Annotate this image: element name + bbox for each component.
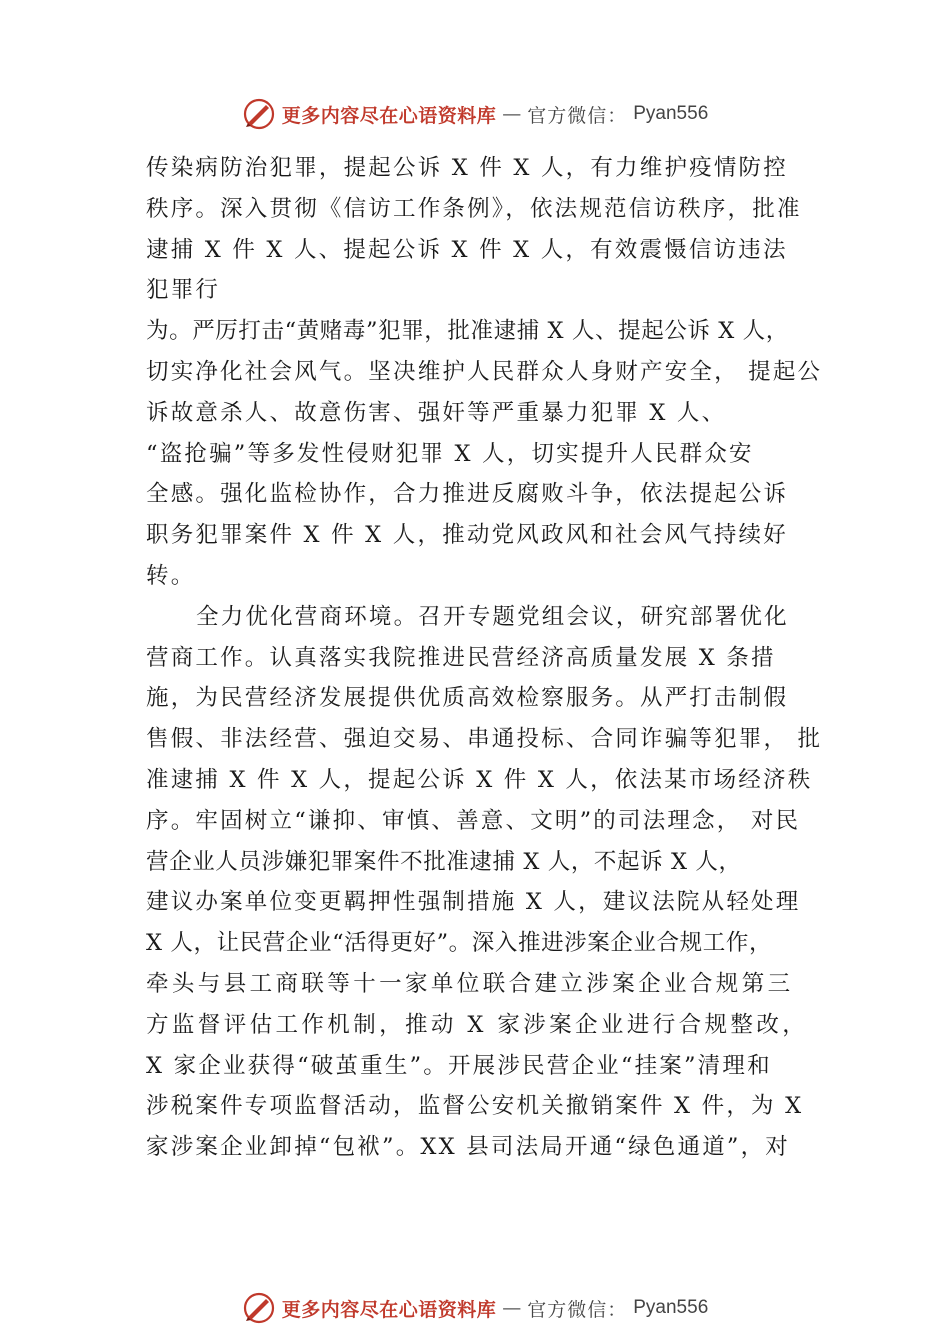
paragraph-heading-line: 全力优化营商环境。召开专题党组会议，研究部署优化 (196, 603, 789, 630)
watermark-wechat-id: Pyan556 (633, 1297, 709, 1318)
body-line: X 家企业获得“破茧重生”。开展涉民营企业“挂案”清理和 (146, 1052, 772, 1079)
body-line: 营企业人员涉嫌犯罪案件不批准逮捕 X 人，不起诉 X 人， (146, 848, 742, 875)
body-line: 序。牢固树立“谦抑、审慎、善意、文明”的司法理念， 对民 (146, 807, 801, 834)
body-line: 诉故意杀人、故意伤害、强奸等严重暴力犯罪 X 人、 (146, 399, 727, 426)
watermark-footer (0, 1288, 950, 1328)
body-line: 逮捕 X 件 X 人、提起公诉 X 件 X 人，有效震慑信访违法 (146, 236, 788, 263)
watermark-header (0, 94, 950, 134)
body-line: 涉税案件专项监督活动，监督公安机关撤销案件 X 件，为 X (146, 1093, 804, 1120)
document-body (146, 148, 836, 1168)
watermark-wechat-label: 官方微信： (527, 1298, 628, 1321)
body-line: 施，为民营经济发展提供优质高效检察服务。从严打击制假 (146, 685, 789, 712)
watermark-separator: — (502, 1297, 522, 1319)
body-line: 建议办案单位变更羁押性强制措施 X 人，建议法院从轻处理 (146, 889, 801, 916)
body-line: 切实净化社会风气。坚决维护人民群众人身财产安全， 提起公 (146, 358, 823, 385)
body-line: 家涉案企业卸掉“包袱”。XX 县司法局开通“绿色通道”，对 (146, 1134, 790, 1161)
body-line: 秩序。深入贯彻《信访工作条例》，依法规范信访秩序，批准 (146, 195, 802, 222)
watermark-brand: 更多内容尽在心语资料库 (281, 1298, 497, 1321)
body-line: 售假、非法经营、强迫交易、串通投标、合同诈骗等犯罪， 批 (146, 726, 823, 753)
body-line: 职务犯罪案件 X 件 X 人，推动党风政风和社会风气持续好 (146, 522, 788, 549)
watermark-brand: 更多内容尽在心语资料库 (281, 104, 497, 127)
pen-circle-icon (242, 97, 276, 131)
watermark-wechat-id: Pyan556 (633, 103, 709, 124)
body-line: 犯罪行 (146, 277, 221, 304)
body-line: “盗抢骗”等多发性侵财犯罪 X 人，切实提升人民群众安 (146, 440, 754, 467)
body-line: 营商工作。认真落实我院推进民营经济高质量发展 X 条措 (146, 644, 776, 671)
body-line: 方监督评估工作机制，推动 X 家涉案企业进行合规整改， (146, 1011, 809, 1038)
pen-circle-icon (242, 1291, 276, 1325)
body-line: 牵头与县工商联等十一家单位联合建立涉案企业合规第三 (146, 970, 794, 997)
body-line: X 人，让民营企业“活得更好”。深入推进涉案企业合规工作， (146, 930, 773, 957)
body-line: 传染病防治犯罪，提起公诉 X 件 X 人，有力维护疫情防控 (146, 155, 788, 181)
body-line: 为。严厉打击“黄赌毒”犯罪，批准逮捕 X 人、提起公诉 X 人， (146, 318, 789, 345)
body-line: 准逮捕 X 件 X 人，提起公诉 X 件 X 人，依法某市场经济秩 (146, 766, 813, 793)
body-line: 全感。强化监检协作，合力推进反腐败斗争，依法提起公诉 (146, 481, 789, 508)
watermark-wechat-label: 官方微信： (527, 104, 628, 127)
watermark-separator: — (502, 103, 522, 125)
body-line: 转。 (146, 562, 196, 589)
